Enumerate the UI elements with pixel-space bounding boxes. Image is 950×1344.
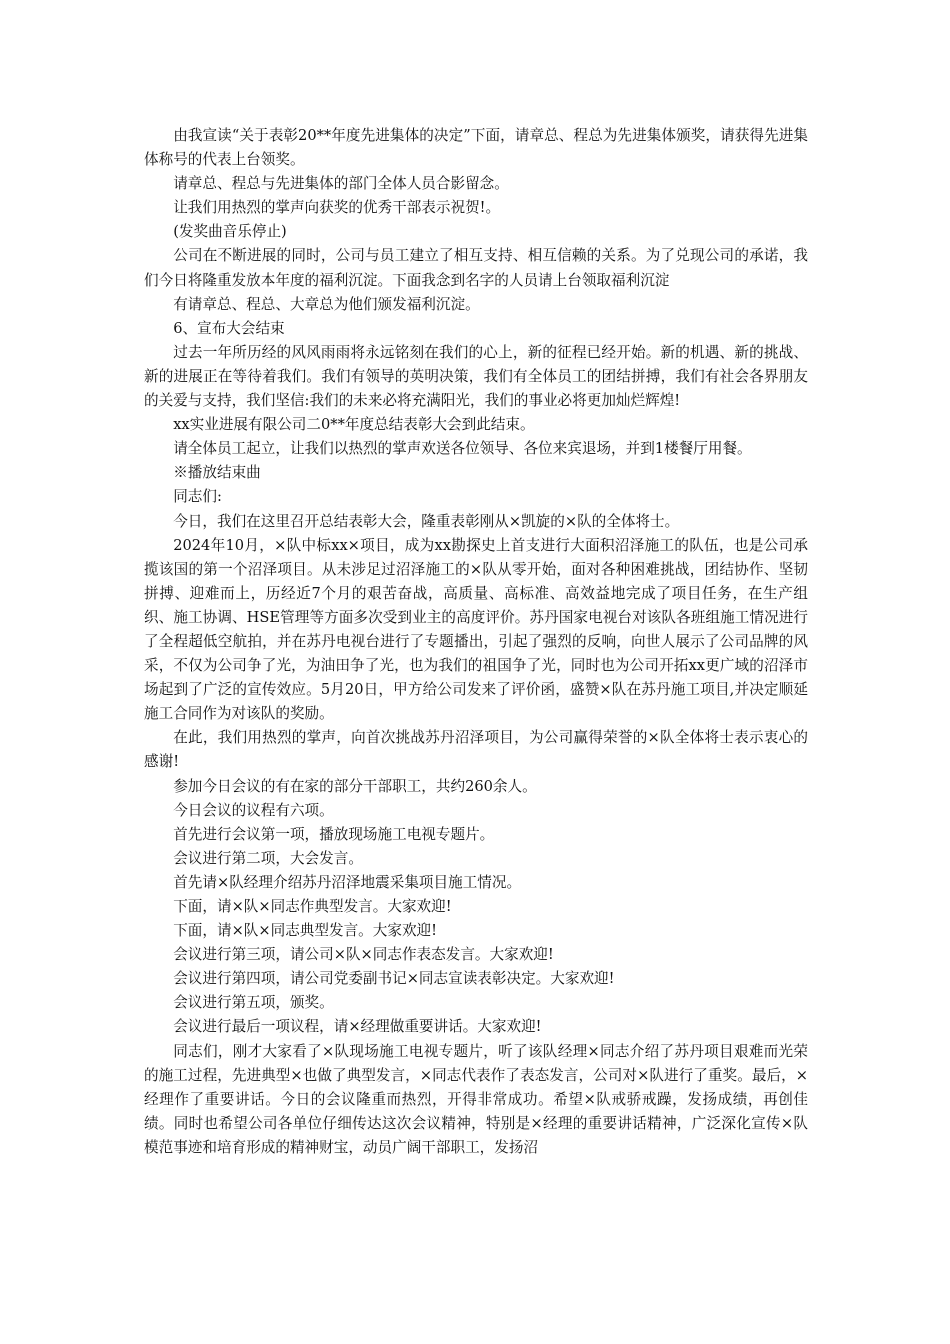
paragraph: 会议进行第三项，请公司×队×同志作表态发言。大家欢迎!: [173, 946, 554, 964]
paragraph: 首先请×队经理介绍苏丹沼泽地震采集项目施工情况。: [173, 873, 522, 891]
paragraph: 首先进行会议第一项，播放现场施工电视专题片。: [173, 825, 495, 843]
paragraph: xx实业进展有限公司二0**年度总结表彰大会到此结束。: [173, 416, 535, 434]
paragraph: 会议进行最后一项议程，请×经理做重要讲话。大家欢迎!: [173, 1018, 542, 1036]
paragraph: 让我们用热烈的掌声向获奖的优秀干部表示祝贺!。: [173, 199, 501, 217]
paragraph: 参加今日会议的有在家的部分干部职工，共约260余人。: [173, 777, 537, 795]
document-body: [144, 124, 808, 1160]
paragraph: 会议进行第五项，颁奖。: [173, 994, 334, 1012]
paragraph: 请章总、程总与先进集体的部门全体人员合影留念。: [173, 175, 509, 193]
paragraph: 在此，我们用热烈的掌声，向首次挑战苏丹沼泽项目，为公司赢得荣誉的×队全体将士表示衷心的感谢!: [144, 729, 808, 771]
paragraph: 下面，请×队×同志典型发言。大家欢迎!: [173, 922, 438, 940]
paragraph: 公司在不断进展的同时，公司与员工建立了相互支持、相互信赖的关系。为了兑现公司的承诺，我们今日将隆重发放本年度的福利沉淀。下面我念到名字的人员请上台领取福利沉淀: [144, 247, 808, 289]
paragraph: 同志们，刚才大家看了×队现场施工电视专题片，听了该队经理×同志介绍了苏丹项目艰难而光荣的施工过程，先进典型×也做了典型发言，×同志代表作了表态发言，公司对×队进行了重奖。最后，×经理作了重要讲话。今日的会议隆重而热烈，开得非常成功。希望×队戒骄戒躁，发扬成绩，再创佳绩。同时也希望公司各单位仔细传达这次会议精神，特别是×经理的重要讲话精神，广泛深化宣传×队模范事迹和培育形成的精神财宝，动员广阔干部职工，发扬沼: [144, 1042, 808, 1156]
paragraph: 过去一年所历经的风风雨雨将永远铭刻在我们的心上，新的征程已经开始。新的机遇、新的挑战、新的进展正在等待着我们。我们有领导的英明决策，我们有全体员工的团结拼搏，我们有社会各界朋友的关爱与支持，我们坚信:我们的未来必将充满阳光，我们的事业必将更加灿烂辉煌!: [144, 343, 808, 410]
section-heading: 6、宣布大会结束: [173, 319, 285, 337]
paragraph: 由我宣读“关于表彰20**年度先进集体的决定”下面，请章总、程总为先进集体颁奖，请获得先进集体称号的代表上台领奖。: [144, 127, 808, 169]
paragraph: 2024年10月，×队中标xx×项目，成为xx勘探史上首支进行大面积沼泽施工的队伍，也是公司承揽该国的第一个沼泽项目。从未涉足过沼泽施工的×队从零开始，面对各种困难挑战，团结协作、坚韧拼搏、迎难而上，历经近7个月的艰苦奋战，高质量、高标准、高效益地完成了项目任务，在生产组织、施工协调、HSE管理等方面多次受到业主的高度评价。苏丹国家电视台对该队各班组施工情况进行了全程超低空航拍，并在苏丹电视台进行了专题播出，引起了强烈的反响，向世人展示了公司品牌的风采，不仅为公司争了光，为油田争了光，也为我们的祖国争了光，同时也为公司开拓xx更广域的沼泽市场起到了广泛的宣传效应。5月20日，甲方给公司发来了评价函，盛赞×队在苏丹施工项目,并决定顺延施工合同作为对该队的奖励。: [144, 536, 808, 723]
paragraph: ※播放结束曲: [173, 464, 261, 482]
paragraph: 今日会议的议程有六项。: [173, 801, 334, 819]
paragraph: (发奖曲音乐停止): [173, 223, 287, 241]
paragraph: 有请章总、程总、大章总为他们颁发福利沉淀。: [173, 295, 480, 313]
paragraph: 会议进行第四项，请公司党委副书记×同志宣读表彰决定。大家欢迎!: [173, 970, 615, 988]
paragraph: 今日，我们在这里召开总结表彰大会，隆重表彰刚从×凯旋的×队的全体将士。: [173, 512, 680, 530]
paragraph: 下面，请×队×同志作典型发言。大家欢迎!: [173, 898, 452, 915]
paragraph: 会议进行第二项，大会发言。: [173, 849, 363, 867]
paragraph: 请全体员工起立，让我们以热烈的掌声欢送各位领导、各位来宾退场，并到1楼餐厅用餐。: [173, 440, 752, 458]
paragraph: 同志们:: [173, 488, 222, 506]
